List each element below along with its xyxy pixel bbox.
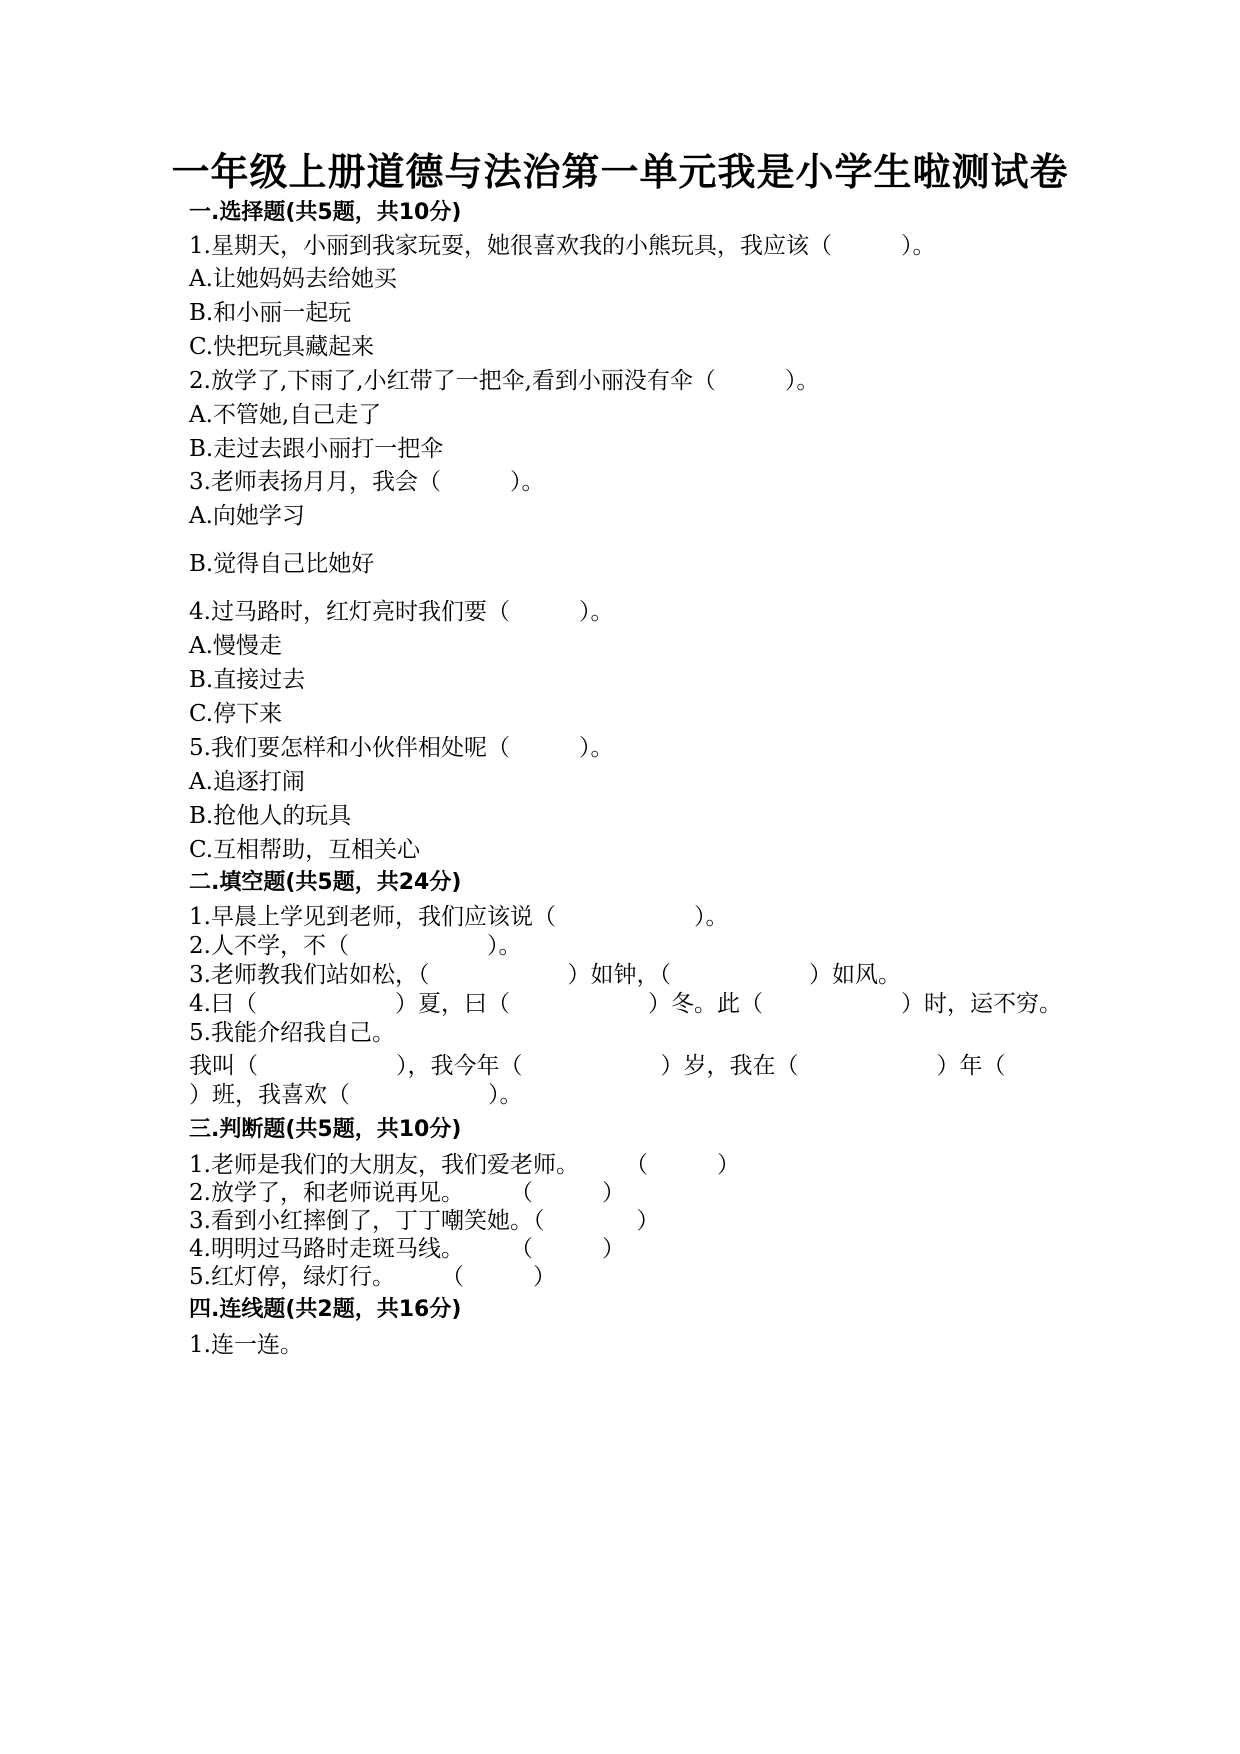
page-title: 一年级上册道德与法治第一单元我是小学生啦测试卷: [171, 150, 1069, 194]
option-line: C.停下来: [189, 701, 283, 727]
question-line: 2.人不学，不（ ）。: [189, 933, 522, 959]
option-line: B.和小丽一起玩: [189, 300, 352, 326]
option-line: B.觉得自己比她好: [189, 551, 375, 577]
option-line: A.追逐打闹: [189, 769, 305, 795]
section-heading-match: 四.连线题(共2题，共16分): [189, 1297, 462, 1322]
option-line: A.向她学习: [189, 503, 305, 529]
option-line: A.不管她,自己走了: [189, 402, 382, 428]
question-line: 我叫（ ），我今年（ ）岁，我在（ ）年（: [189, 1053, 1006, 1079]
section-heading-judge: 三.判断题(共5题，共10分): [189, 1117, 462, 1142]
question-line: 1.连一连。: [189, 1332, 303, 1358]
question-line: ）班，我喜欢（ ）。: [189, 1082, 523, 1108]
question-line: 4.明明过马路时走斑马线。 （ ）: [189, 1236, 625, 1262]
question-line: 3.老师教我们站如松，（ ）如钟，（ ）如风。: [189, 962, 901, 988]
option-line: A.慢慢走: [189, 633, 282, 659]
option-line: C.快把玩具藏起来: [189, 334, 375, 360]
question-line: 3.老师表扬月月，我会（ ）。: [189, 469, 545, 495]
question-line: 3.看到小红摔倒了，丁丁嘲笑她。（ ）: [189, 1208, 660, 1234]
question-line: 2.放学了，和老师说再见。 （ ）: [189, 1180, 625, 1206]
section-heading-fill: 二.填空题(共5题，共24分): [189, 870, 462, 895]
question-line: 5.我能介绍我自己。: [189, 1020, 395, 1046]
question-line: 1.星期天，小丽到我家玩耍，她很喜欢我的小熊玩具，我应该（ ）。: [189, 233, 936, 259]
option-line: B.走过去跟小丽打一把伞: [189, 436, 444, 462]
question-line: 4.过马路时，红灯亮时我们要（ ）。: [189, 599, 614, 625]
option-line: C.互相帮助，互相关心: [189, 837, 421, 863]
question-line: 5.红灯停，绿灯行。 （ ）: [189, 1264, 556, 1290]
question-line: 4.曰（ ）夏，曰（ ）冬。此（ ）时，运不穷。: [189, 991, 1062, 1017]
question-line: 1.老师是我们的大朋友，我们爱老师。 （ ）: [189, 1152, 740, 1178]
question-line: 2.放学了,下雨了,小红带了一把伞,看到小丽没有伞（ ）。: [189, 368, 820, 394]
question-line: 1.早晨上学见到老师，我们应该说（ ）。: [189, 904, 729, 930]
option-line: A.让她妈妈去给她买: [189, 266, 397, 292]
option-line: B.直接过去: [189, 667, 306, 693]
section-heading-choice: 一.选择题(共5题，共10分): [189, 200, 462, 225]
question-line: 5.我们要怎样和小伙伴相处呢（ ）。: [189, 735, 614, 761]
option-line: B.抢他人的玩具: [189, 803, 352, 829]
